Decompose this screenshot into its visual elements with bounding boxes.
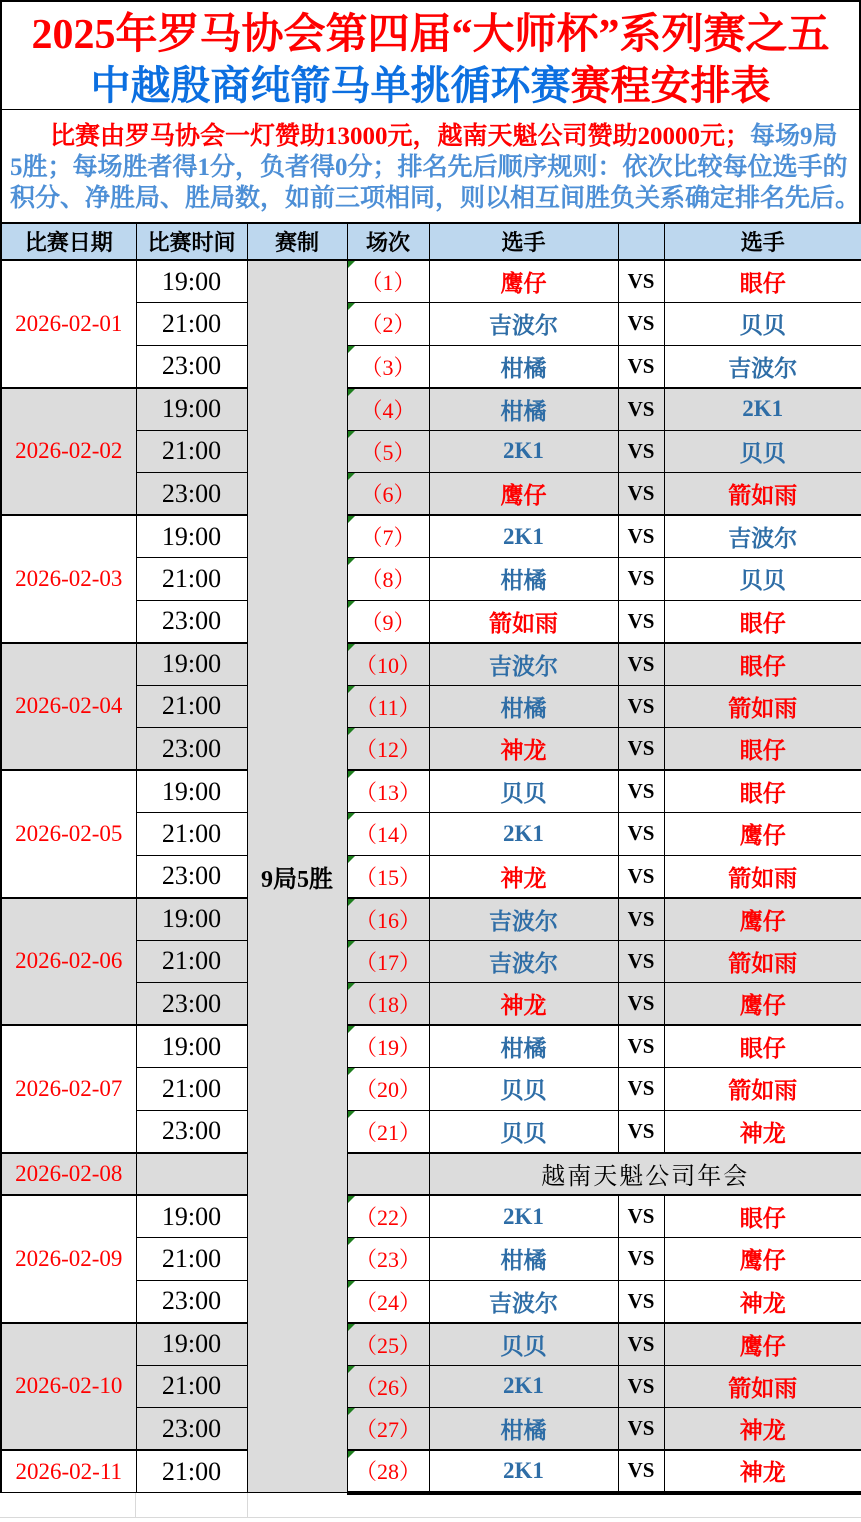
time-cell: 19:00 <box>136 898 247 941</box>
player-right-cell: 神龙 <box>664 1408 861 1451</box>
match-number-cell: （21） <box>347 1110 429 1153</box>
player-left-cell: 神龙 <box>429 855 618 898</box>
match-number-cell: （14） <box>347 813 429 856</box>
date-cell: 2026-02-03 <box>1 515 136 643</box>
player-left-cell: 贝贝 <box>429 1323 618 1366</box>
vs-cell: VS <box>618 643 664 686</box>
player-right-cell: 眼仔 <box>664 728 861 771</box>
rules-paragraph <box>0 110 861 222</box>
date-cell: 2026-02-07 <box>1 1025 136 1153</box>
match-number-cell: （9） <box>347 600 429 643</box>
match-number-cell: （4） <box>347 388 429 431</box>
vs-cell: VS <box>618 940 664 983</box>
date-cell: 2026-02-02 <box>1 388 136 516</box>
header-vs-spacer <box>618 223 664 260</box>
player-left-cell: 神龙 <box>429 983 618 1026</box>
player-left-cell: 柑橘 <box>429 558 618 601</box>
player-right-cell: 眼仔 <box>664 260 861 303</box>
time-cell: 19:00 <box>136 1195 247 1238</box>
date-cell: 2026-02-04 <box>1 643 136 771</box>
match-number-cell: （25） <box>347 1323 429 1366</box>
time-cell: 23:00 <box>136 983 247 1026</box>
vs-cell: VS <box>618 430 664 473</box>
gridline-horizontal <box>0 1517 861 1518</box>
player-left-cell: 柑橘 <box>429 388 618 431</box>
title-block <box>0 0 861 110</box>
date-cell: 2026-02-10 <box>1 1323 136 1451</box>
schedule-row <box>1 643 861 686</box>
match-number-empty-cell <box>347 1153 429 1196</box>
vs-cell: VS <box>618 260 664 303</box>
vs-cell: VS <box>618 728 664 771</box>
match-number-cell: （23） <box>347 1238 429 1281</box>
schedule-row <box>1 1025 861 1068</box>
player-left-cell: 2K1 <box>429 515 618 558</box>
player-left-cell: 鹰仔 <box>429 260 618 303</box>
match-number-cell: （15） <box>347 855 429 898</box>
match-number-cell: （1） <box>347 260 429 303</box>
time-cell: 23:00 <box>136 728 247 771</box>
player-left-cell: 吉波尔 <box>429 898 618 941</box>
subtitle-red-part: 赛程安排表 <box>570 63 771 108</box>
player-right-cell: 箭如雨 <box>664 685 861 728</box>
player-left-cell: 柑橘 <box>429 1408 618 1451</box>
time-cell: 21:00 <box>136 1238 247 1281</box>
gridline-vertical <box>247 1493 248 1518</box>
schedule-row <box>1 898 861 941</box>
format-cell: 9局5胜 <box>247 260 347 1493</box>
time-cell: 19:00 <box>136 1323 247 1366</box>
date-cell: 2026-02-01 <box>1 260 136 388</box>
time-cell: 19:00 <box>136 388 247 431</box>
schedule-row <box>1 1153 861 1196</box>
player-left-cell: 吉波尔 <box>429 643 618 686</box>
match-number-cell: （17） <box>347 940 429 983</box>
player-right-cell: 鹰仔 <box>664 813 861 856</box>
player-right-cell: 贝贝 <box>664 303 861 346</box>
rules-line <box>10 183 861 214</box>
player-right-cell: 眼仔 <box>664 643 861 686</box>
player-right-cell: 神龙 <box>664 1110 861 1153</box>
player-right-cell: 吉波尔 <box>664 345 861 388</box>
player-right-cell: 鹰仔 <box>664 1323 861 1366</box>
time-cell: 19:00 <box>136 1025 247 1068</box>
header-format: 赛制 <box>247 223 347 260</box>
player-left-cell: 柑橘 <box>429 1238 618 1281</box>
match-number-cell: （6） <box>347 473 429 516</box>
vs-cell: VS <box>618 1238 664 1281</box>
vs-cell: VS <box>618 1025 664 1068</box>
match-number-cell: （26） <box>347 1365 429 1408</box>
time-cell: 21:00 <box>136 685 247 728</box>
schedule-table <box>0 222 861 1495</box>
schedule-row <box>1 770 861 813</box>
date-cell: 2026-02-09 <box>1 1195 136 1323</box>
date-cell: 2026-02-08 <box>1 1153 136 1196</box>
time-cell: 21:00 <box>136 1450 247 1493</box>
vs-cell: VS <box>618 855 664 898</box>
vs-cell: VS <box>618 345 664 388</box>
player-left-cell: 箭如雨 <box>429 600 618 643</box>
header-date: 比赛日期 <box>1 223 136 260</box>
player-right-cell: 箭如雨 <box>664 1365 861 1408</box>
time-cell: 21:00 <box>136 1365 247 1408</box>
match-number-cell: （3） <box>347 345 429 388</box>
time-cell: 19:00 <box>136 643 247 686</box>
vs-cell: VS <box>618 1450 664 1493</box>
player-right-cell: 眼仔 <box>664 770 861 813</box>
player-left-cell: 吉波尔 <box>429 1280 618 1323</box>
schedule-row <box>1 260 861 303</box>
player-right-cell: 鹰仔 <box>664 983 861 1026</box>
event-note-cell: 越南天魁公司年会 <box>429 1153 861 1196</box>
vs-cell: VS <box>618 813 664 856</box>
player-left-cell: 贝贝 <box>429 1110 618 1153</box>
player-right-cell: 神龙 <box>664 1450 861 1493</box>
player-right-cell: 鹰仔 <box>664 898 861 941</box>
vs-cell: VS <box>618 770 664 813</box>
time-cell: 23:00 <box>136 345 247 388</box>
time-cell: 23:00 <box>136 1408 247 1451</box>
player-left-cell: 鹰仔 <box>429 473 618 516</box>
time-cell: 23:00 <box>136 855 247 898</box>
player-left-cell: 2K1 <box>429 1450 618 1493</box>
time-cell: 23:00 <box>136 473 247 516</box>
match-number-cell: （12） <box>347 728 429 771</box>
vs-cell: VS <box>618 983 664 1026</box>
vs-cell: VS <box>618 558 664 601</box>
player-right-cell: 眼仔 <box>664 1195 861 1238</box>
rules-text-segment: 5胜；每场胜者得1分，负者得0分；排名先后顺序规则：依次比较每位选手的 <box>10 154 848 181</box>
time-cell: 23:00 <box>136 600 247 643</box>
time-cell: 21:00 <box>136 303 247 346</box>
match-number-cell: （10） <box>347 643 429 686</box>
match-number-cell: （20） <box>347 1068 429 1111</box>
gridline-vertical <box>135 1493 136 1518</box>
schedule-row <box>1 1195 861 1238</box>
time-cell: 23:00 <box>136 1280 247 1323</box>
vs-cell: VS <box>618 898 664 941</box>
match-number-cell: （2） <box>347 303 429 346</box>
header-row <box>1 223 861 260</box>
match-number-cell: （7） <box>347 515 429 558</box>
vs-cell: VS <box>618 1068 664 1111</box>
match-number-cell: （5） <box>347 430 429 473</box>
schedule-row <box>1 515 861 558</box>
match-number-cell: （24） <box>347 1280 429 1323</box>
player-right-cell: 2K1 <box>664 388 861 431</box>
rules-line <box>10 152 851 183</box>
time-cell: 19:00 <box>136 515 247 558</box>
vs-cell: VS <box>618 473 664 516</box>
time-cell: 21:00 <box>136 430 247 473</box>
date-cell: 2026-02-11 <box>1 1450 136 1493</box>
player-right-cell: 眼仔 <box>664 600 861 643</box>
match-number-cell: （28） <box>347 1450 429 1493</box>
player-left-cell: 柑橘 <box>429 1025 618 1068</box>
match-number-cell: （22） <box>347 1195 429 1238</box>
player-left-cell: 神龙 <box>429 728 618 771</box>
player-left-cell: 吉波尔 <box>429 303 618 346</box>
time-cell <box>136 1153 247 1196</box>
player-left-cell: 2K1 <box>429 1365 618 1408</box>
vs-cell: VS <box>618 1110 664 1153</box>
date-cell: 2026-02-05 <box>1 770 136 898</box>
player-left-cell: 贝贝 <box>429 770 618 813</box>
player-left-cell: 吉波尔 <box>429 940 618 983</box>
player-left-cell: 贝贝 <box>429 1068 618 1111</box>
subtitle-blue-part: 中越殷商纯箭马单挑循环赛 <box>90 63 571 108</box>
player-right-cell: 吉波尔 <box>664 515 861 558</box>
player-right-cell: 贝贝 <box>664 558 861 601</box>
match-number-cell: （19） <box>347 1025 429 1068</box>
schedule-row <box>1 1450 861 1493</box>
vs-cell: VS <box>618 600 664 643</box>
player-right-cell: 箭如雨 <box>664 1068 861 1111</box>
rules-text-segment: 每场9局 <box>750 123 838 150</box>
match-number-cell: （11） <box>347 685 429 728</box>
player-right-cell: 箭如雨 <box>664 473 861 516</box>
match-number-cell: （18） <box>347 983 429 1026</box>
player-right-cell: 贝贝 <box>664 430 861 473</box>
time-cell: 21:00 <box>136 1068 247 1111</box>
match-number-cell: （27） <box>347 1408 429 1451</box>
header-player-right: 选手 <box>664 223 861 260</box>
schedule-row <box>1 388 861 431</box>
player-right-cell: 神龙 <box>664 1280 861 1323</box>
player-left-cell: 柑橘 <box>429 685 618 728</box>
vs-cell: VS <box>618 515 664 558</box>
rules-line <box>10 121 851 152</box>
vs-cell: VS <box>618 1323 664 1366</box>
date-cell: 2026-02-06 <box>1 898 136 1026</box>
match-number-cell: （8） <box>347 558 429 601</box>
schedule-row <box>1 1323 861 1366</box>
vs-cell: VS <box>618 303 664 346</box>
player-right-cell: 箭如雨 <box>664 855 861 898</box>
time-cell: 21:00 <box>136 813 247 856</box>
match-number-cell: （16） <box>347 898 429 941</box>
rules-text-segment: 比赛由罗马协会一灯赞助13000元，越南天魁公司赞助20000元； <box>50 123 751 150</box>
vs-cell: VS <box>618 685 664 728</box>
page-subtitle <box>2 64 859 108</box>
vs-cell: VS <box>618 1195 664 1238</box>
player-right-cell: 箭如雨 <box>664 940 861 983</box>
header-time: 比赛时间 <box>136 223 247 260</box>
time-cell: 21:00 <box>136 558 247 601</box>
player-left-cell: 2K1 <box>429 430 618 473</box>
player-left-cell: 2K1 <box>429 1195 618 1238</box>
header-match-no: 场次 <box>347 223 429 260</box>
header-player-left: 选手 <box>429 223 618 260</box>
vs-cell: VS <box>618 1408 664 1451</box>
player-left-cell: 柑橘 <box>429 345 618 388</box>
page-title: 2025年罗马协会第四届“大师杯”系列赛之五 <box>31 12 830 58</box>
time-cell: 21:00 <box>136 940 247 983</box>
player-right-cell: 眼仔 <box>664 1025 861 1068</box>
vs-cell: VS <box>618 1280 664 1323</box>
vs-cell: VS <box>618 388 664 431</box>
player-left-cell: 2K1 <box>429 813 618 856</box>
vs-cell: VS <box>618 1365 664 1408</box>
player-right-cell: 鹰仔 <box>664 1238 861 1281</box>
match-number-cell: （13） <box>347 770 429 813</box>
rules-text-segment: 积分、净胜局、胜局数，如前三项相同，则以相互间胜负关系确定排名先后。 <box>10 185 861 212</box>
time-cell: 19:00 <box>136 260 247 303</box>
time-cell: 23:00 <box>136 1110 247 1153</box>
time-cell: 19:00 <box>136 770 247 813</box>
